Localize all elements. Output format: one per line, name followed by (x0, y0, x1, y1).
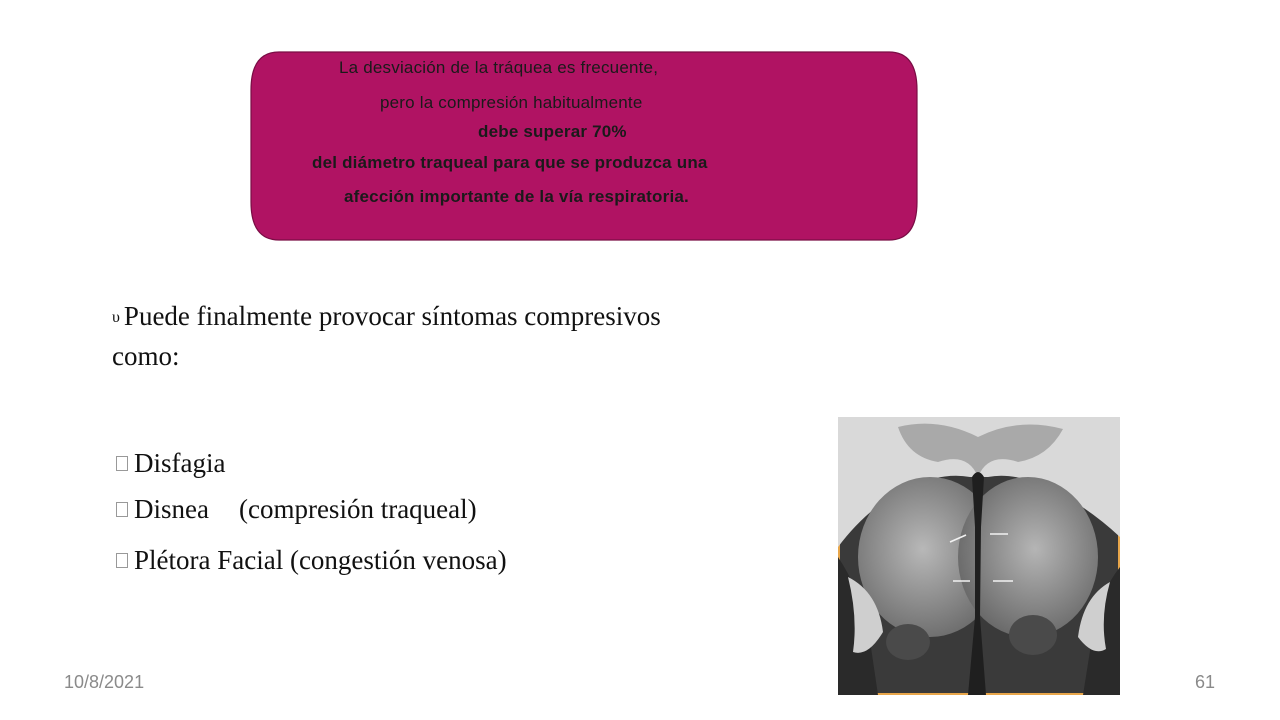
bullet-box-icon (116, 456, 128, 471)
symptom-label: Plétora Facial (congestión venosa) (134, 545, 507, 575)
callout-line-5: afección importante de la vía respiratoria. (344, 187, 689, 206)
bullet-box-icon (116, 553, 128, 568)
symptom-item (116, 448, 225, 479)
mri-scan-image (838, 417, 1120, 695)
footer-date: 10/8/2021 (64, 672, 145, 692)
bullet-icon: υ (112, 309, 120, 326)
bullet-box-icon (116, 502, 128, 517)
callout-box (249, 50, 919, 242)
callout-line-1: La desviación de la tráquea es frecuente, (339, 58, 659, 77)
callout-line-4: del diámetro traqueal para que se produzca una (312, 153, 708, 172)
slide-number: 61 (1195, 672, 1216, 692)
symptom-item (116, 545, 507, 576)
intro-paragraph (112, 297, 672, 375)
intro-text: Puede finalmente provocar síntomas compresivos como: (112, 301, 661, 371)
symptom-label: Disfagia (134, 448, 226, 478)
symptom-item (116, 494, 477, 525)
callout-line-2: pero la compresión habitualmente (380, 93, 643, 112)
symptom-note: (compresión traqueal) (238, 494, 477, 524)
symptom-label: Disnea (134, 494, 209, 524)
callout-line-3: debe superar 70% (478, 122, 627, 141)
